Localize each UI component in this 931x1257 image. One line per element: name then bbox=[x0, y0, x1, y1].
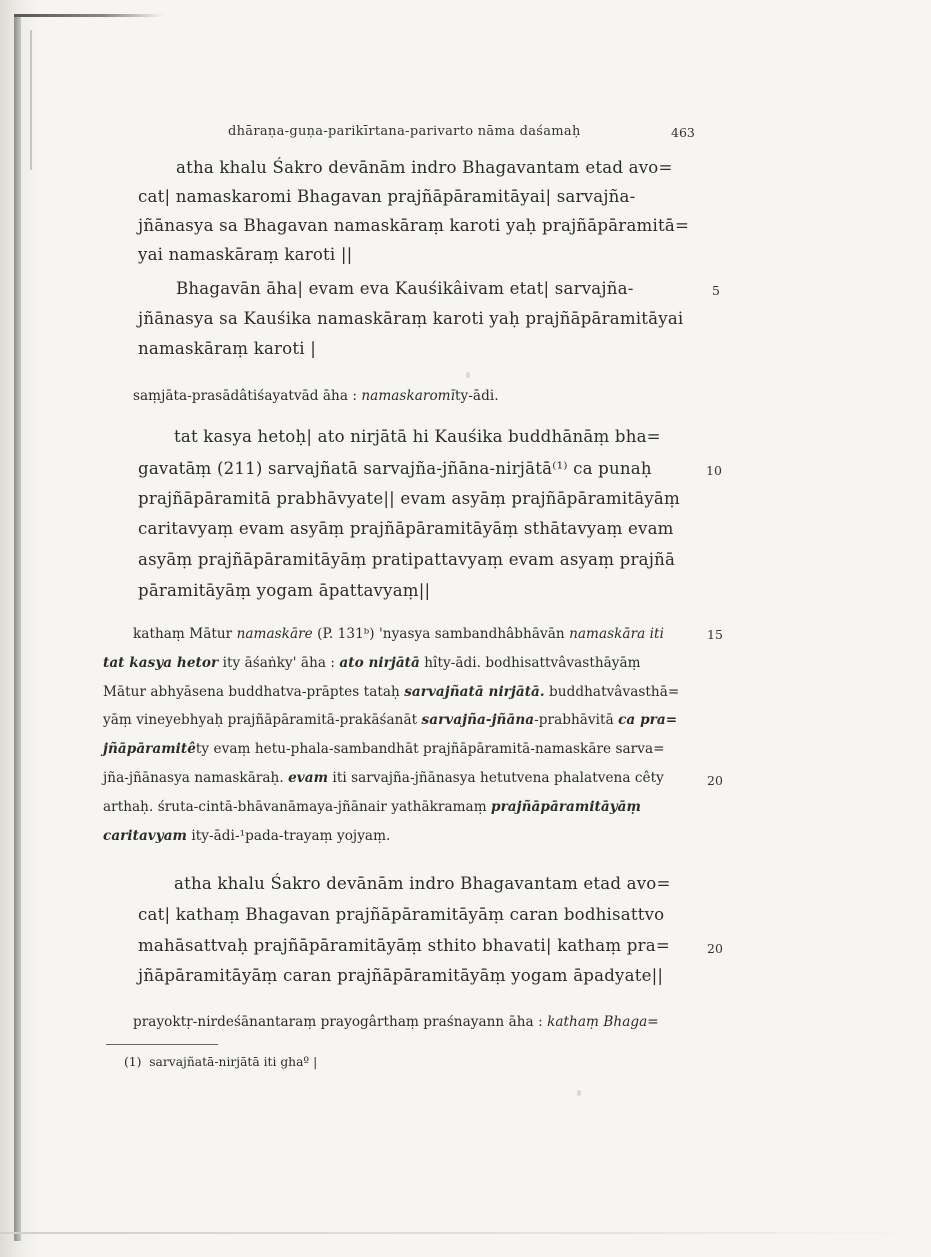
commentary-italic: kathaṃ Bhaga= bbox=[547, 1014, 659, 1030]
commentary-bold-italic: ato nirjātā bbox=[339, 655, 420, 671]
commentary-line bbox=[133, 1014, 659, 1030]
commentary-bold-italic: caritavyam bbox=[103, 828, 187, 844]
commentary-line bbox=[103, 770, 664, 786]
commentary-text: ty-ādi. bbox=[455, 388, 499, 404]
text-line: jñānasya sa Kauśika namaskāraṃ karoti yaḥ prajñāpāramitāyai bbox=[138, 309, 684, 328]
commentary-text: ity āśaṅky' āha : bbox=[218, 655, 340, 671]
footnote bbox=[124, 1055, 317, 1069]
commentary-line bbox=[103, 655, 641, 671]
text-line: caritavyaṃ evam asyāṃ prajñāpāramitāyāṃ sthātavyaṃ evam bbox=[138, 519, 674, 538]
text-line: Bhagavān āha| evam eva Kauśikâivam etat| sarvajña- bbox=[176, 279, 634, 298]
commentary-italic: namaskaromī bbox=[361, 388, 456, 404]
text-line: jñāpāramitāyāṃ caran prajñāpāramitāyāṃ yogam āpadyate|| bbox=[138, 966, 664, 985]
commentary-bold-italic: ca pra= bbox=[618, 712, 678, 728]
commentary-text: iti sarvajña-jñānasya hetutvena phalatvena cêty bbox=[328, 770, 664, 786]
text-line: atha khalu Śakro devānām indro Bhagavantam etad avo= bbox=[174, 874, 671, 893]
footnote-rule bbox=[106, 1044, 218, 1045]
text-line: cat| namaskaromi Bhagavan prajñāpāramitāyai| sarvajña- bbox=[138, 187, 636, 206]
text-line: pāramitāyāṃ yogam āpattavyaṃ|| bbox=[138, 581, 431, 600]
commentary-line bbox=[103, 741, 665, 757]
commentary-bold-italic: evam bbox=[288, 770, 329, 786]
binding-edge-inner bbox=[30, 30, 32, 170]
text-line: mahāsattvaḥ prajñāpāramitāyāṃ sthito bhavati| kathaṃ pra= bbox=[138, 936, 670, 955]
line-number: 20 bbox=[707, 941, 723, 956]
commentary-text: (P. 131ᵇ) 'nyasya sambandhâbhāvān bbox=[312, 626, 570, 642]
commentary-line bbox=[103, 828, 390, 844]
commentary-text: prayoktṛ-nirdeśānantaraṃ prayogârthaṃ praśnayann āha : bbox=[133, 1014, 548, 1030]
commentary-bold-italic: tat kasya hetor bbox=[103, 655, 219, 671]
text-line: atha khalu Śakro devānām indro Bhagavantam etad avo= bbox=[176, 158, 673, 177]
text-line: asyāṃ prajñāpāramitāyāṃ pratipattavyaṃ evam asyaṃ prajñā bbox=[138, 550, 676, 569]
line-number: 20 bbox=[707, 773, 723, 788]
text-line: cat| kathaṃ Bhagavan prajñāpāramitāyāṃ caran bodhisattvo bbox=[138, 905, 665, 924]
text-line: tat kasya hetoḥ| ato nirjātā hi Kauśika buddhānāṃ bha= bbox=[174, 427, 661, 446]
text-line: prajñāpāramitā prabhāvyate|| evam asyāṃ prajñāpāramitāyāṃ bbox=[138, 489, 680, 508]
commentary-bold-italic: jñāpāramitê bbox=[103, 741, 196, 757]
line-number: 15 bbox=[707, 627, 723, 642]
commentary-italic: namaskāre bbox=[236, 626, 313, 642]
commentary-text: saṃjāta-prasādâtiśayatvād āha : bbox=[133, 388, 362, 404]
text-line: yai namaskāraṃ karoti || bbox=[138, 245, 353, 264]
commentary-italic: namaskāra iti bbox=[569, 626, 664, 642]
commentary-text: arthaḥ. śruta-cintā-bhāvanāmaya-jñānair yathākramaṃ bbox=[103, 799, 492, 815]
scan-speck bbox=[577, 1090, 581, 1096]
commentary-text: ty evaṃ hetu-phala-sambandhāt prajñāpāramitā-namaskāre sarva= bbox=[195, 741, 665, 757]
running-title: dhāraṇa-guṇa-parikīrtana-parivarto nāma daśamaḥ bbox=[228, 124, 581, 139]
text-line: namaskāraṃ karoti | bbox=[138, 339, 317, 358]
commentary-text: kathaṃ Mātur bbox=[133, 626, 237, 642]
binding-edge bbox=[14, 16, 21, 1241]
page-number: 463 bbox=[671, 125, 695, 140]
commentary-line bbox=[103, 712, 677, 728]
commentary-line bbox=[103, 684, 679, 700]
scan-speck bbox=[466, 372, 470, 378]
commentary-line bbox=[133, 626, 664, 642]
commentary-text: Mātur abhyāsena buddhatva-prāptes tataḥ bbox=[103, 684, 405, 700]
footnote-text: sarvajñatā-nirjātā iti ghaº | bbox=[149, 1055, 318, 1069]
page-bottom-edge bbox=[0, 1232, 931, 1234]
footnote-marker: (1) bbox=[124, 1055, 142, 1069]
line-number: 5 bbox=[712, 283, 720, 298]
commentary-line bbox=[103, 799, 641, 815]
commentary-bold-italic: sarvajña-jñāna bbox=[421, 712, 535, 728]
commentary-text: bodhisattvâvasthāyāṃ bbox=[481, 655, 641, 671]
text-line: gavatāṃ (211) sarvajñatā sarvajña-jñāna-nirjātā⁽¹⁾ ca punaḥ bbox=[138, 459, 652, 478]
commentary-text: yāṃ vineyebhyaḥ prajñāpāramitā-prakāśanāt bbox=[103, 712, 422, 728]
binding-top-edge bbox=[14, 14, 164, 17]
line-number: 10 bbox=[706, 463, 722, 478]
commentary-text: jña-jñānasya namaskāraḥ. bbox=[103, 770, 289, 786]
commentary-line bbox=[133, 388, 499, 404]
commentary-text: ity-ādi-¹pada-trayaṃ yojyaṃ. bbox=[187, 828, 391, 844]
commentary-text: hîty-ādi. bbox=[419, 655, 482, 671]
commentary-text: -prabhāvitā bbox=[534, 712, 619, 728]
text-line: jñānasya sa Bhagavan namaskāraṃ karoti yaḥ prajñāpāramitā= bbox=[138, 216, 690, 235]
commentary-bold-italic: prajñāpāramitāyāṃ bbox=[491, 799, 641, 815]
commentary-text: buddhatvâvasthā= bbox=[544, 684, 680, 700]
commentary-bold-italic: sarvajñatā nirjātā. bbox=[404, 684, 545, 700]
